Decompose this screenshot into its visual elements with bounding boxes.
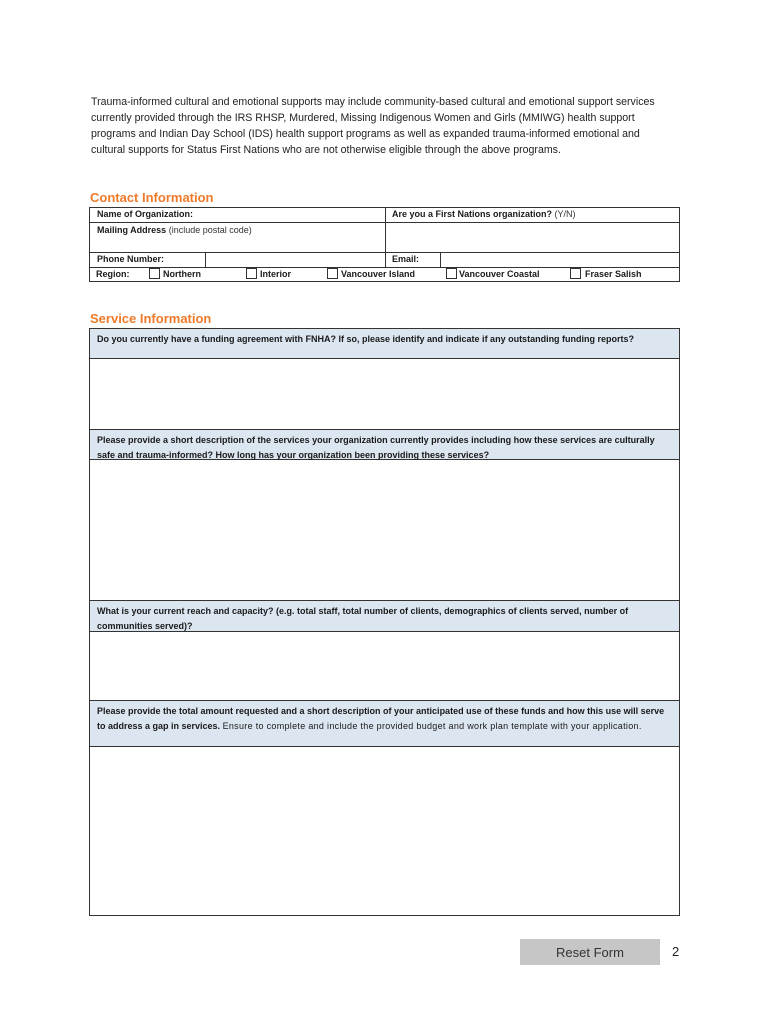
region-northern-label: Northern [163,269,201,279]
services-description-question: Please provide a short description of the services your organization currently provides including how these services are culturally safe and trauma-informed? How long has your organization been providing these services? [90,430,679,460]
region-vancouver-coastal-label: Vancouver Coastal [459,269,540,279]
contact-section-title: Contact Information [90,190,214,205]
mailing-hint: (include postal code) [168,225,252,235]
first-nations-label: Are you a First Nations organization? [392,209,553,219]
funding-agreement-answer-field[interactable] [90,359,679,429]
reach-capacity-section [89,600,680,701]
region-label: Region: [96,269,130,279]
email-field[interactable] [441,253,678,267]
first-nations-question [392,209,576,219]
funding-agreement-question: Do you currently have a funding agreement with FNHA? If so, please identify and indicate if any outstanding funding reports? [90,329,679,359]
region-vancouver-island-label: Vancouver Island [341,269,416,279]
mailing-address-field[interactable] [90,223,385,252]
region-interior-checkbox[interactable] [246,268,257,279]
services-description-answer-field[interactable] [90,460,679,600]
email-label: Email: [392,254,420,264]
region-fraser-salish-label: Fraser Salish [585,269,642,279]
first-nations-hint: (Y/N) [554,209,576,219]
region-northern-checkbox[interactable] [149,268,160,279]
reach-capacity-question: What is your current reach and capacity? (e.g. total staff, total number of clients, demographics of clients served, number of communities served)? [90,601,679,632]
page-number: 2 [672,944,680,959]
service-section-title: Service Information [90,311,212,326]
org-name-label: Name of Organization: [97,209,194,219]
phone-field[interactable] [206,253,385,267]
region-interior-label: Interior [260,269,292,279]
reach-capacity-answer-field[interactable] [90,632,679,700]
funding-request-question-note: Ensure to complete and include the provided budget and work plan template with your application. [222,720,642,731]
funding-request-question-bold: Please provide the total amount requested and a short description of your anticipated use of these funds and how this use will serve to address a gap in services. [97,706,665,731]
funding-request-answer-field[interactable] [90,747,679,915]
funding-agreement-section [89,328,680,430]
region-vancouver-island-checkbox[interactable] [327,268,338,279]
intro-paragraph: Trauma-informed cultural and emotional supports may include community-based cultural and emotional support services currently provided through the IRS RHSP, Murdered, Missing Indigenous Women and Girls (MMIWG) health support programs and Indian Day School (IDS) health support programs as well as expanded trauma-informed emotional and cultural supports for Status First Nations who are not otherwise eligible through the above programs. [91,96,655,156]
first-nations-field[interactable] [386,223,679,252]
reset-form-button[interactable]: Reset Form [520,939,660,965]
phone-label: Phone Number: [97,254,165,264]
region-vancouver-coastal-checkbox[interactable] [446,268,457,279]
funding-request-section [89,700,680,916]
funding-request-question [90,701,679,747]
mailing-label: Mailing Address [97,225,167,235]
services-description-section [89,429,680,601]
region-fraser-salish-checkbox[interactable] [570,268,581,279]
